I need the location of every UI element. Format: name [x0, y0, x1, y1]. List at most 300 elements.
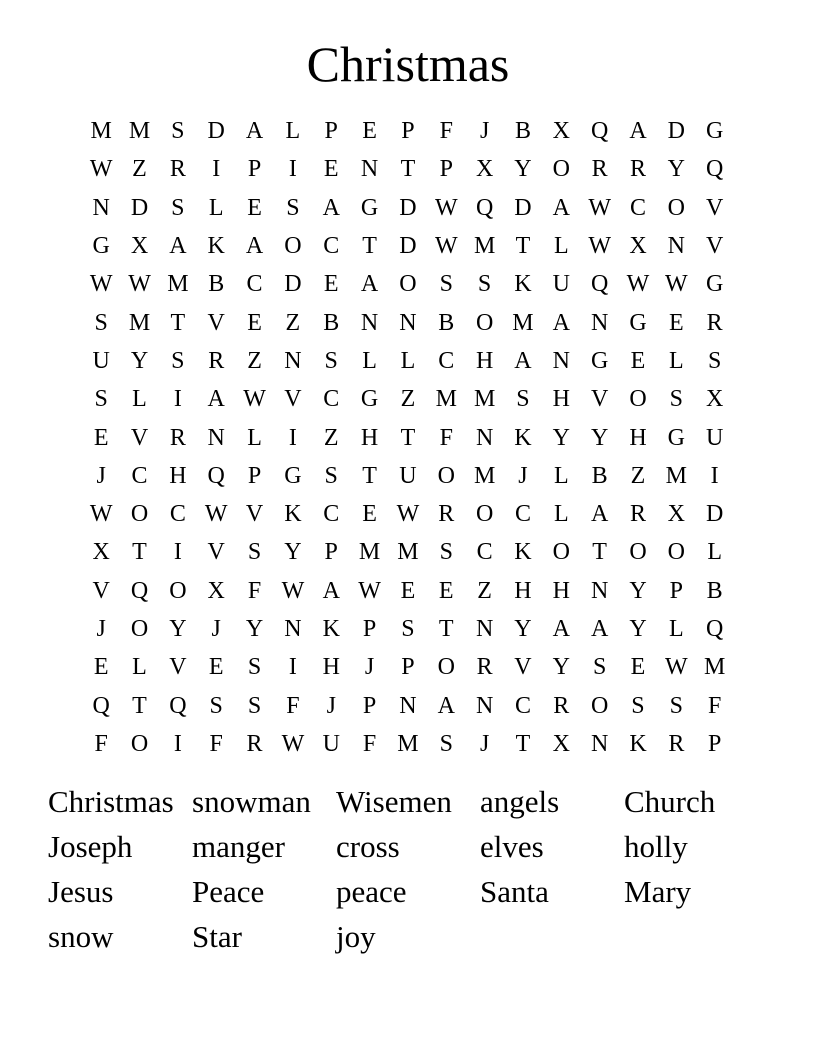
grid-letter: F: [362, 730, 377, 757]
grid-letter: A: [590, 616, 609, 642]
grid-letter: A: [360, 271, 379, 298]
grid-letter: G: [284, 462, 302, 489]
grid-letter: L: [553, 462, 569, 489]
grid-letter: C: [476, 539, 493, 566]
grid-letter: W: [89, 271, 113, 298]
grid-letter: S: [94, 309, 108, 336]
grid-letter: G: [629, 309, 647, 336]
grid-letter: S: [324, 462, 338, 489]
grid-letter: J: [96, 462, 106, 489]
grid-letter: S: [669, 692, 683, 719]
grid-letter: D: [706, 501, 724, 528]
grid-letter: C: [323, 386, 340, 413]
grid-letter: I: [288, 156, 297, 183]
grid-letter: V: [130, 424, 149, 451]
grid-letter: S: [439, 271, 453, 298]
grid-letter: A: [552, 616, 570, 642]
grid-letter: G: [360, 386, 379, 413]
grid-row: [82, 686, 734, 724]
grid-letter: Q: [706, 616, 724, 642]
grid-letter: S: [94, 386, 108, 413]
grid-letter: O: [130, 730, 149, 757]
grid-letter: V: [92, 577, 110, 604]
grid-letter: G: [360, 194, 379, 221]
grid-letter: F: [286, 692, 300, 719]
grid-letter: N: [475, 616, 494, 642]
grid-letter: T: [438, 616, 454, 642]
grid-letter: M: [358, 539, 381, 566]
grid-letter: R: [246, 730, 263, 757]
grid-letter: P: [247, 156, 262, 183]
grid-letter: O: [590, 692, 609, 719]
grid-letter: X: [207, 577, 225, 604]
grid-letter: Q: [130, 577, 149, 604]
grid-row: [82, 189, 734, 227]
grid-row: [82, 533, 734, 571]
grid-letter: N: [590, 730, 609, 757]
grid-letter: N: [552, 347, 570, 374]
grid-letter: P: [707, 730, 722, 757]
grid-letter: R: [668, 730, 685, 757]
grid-letter: T: [132, 692, 147, 719]
grid-letter: H: [475, 347, 494, 374]
grid-letter: J: [479, 118, 490, 145]
grid-letter: Q: [590, 118, 609, 145]
word-list-item: Christmas: [48, 784, 174, 819]
grid-letter: Y: [245, 616, 264, 642]
grid-letter: U: [706, 424, 724, 451]
grid-row: [82, 648, 734, 686]
grid-letter: V: [706, 233, 724, 260]
grid-letter: Z: [132, 156, 147, 183]
grid-letter: V: [514, 654, 532, 681]
grid-letter: S: [247, 654, 262, 681]
grid-letter: Q: [169, 692, 187, 719]
grid-letter: Y: [169, 616, 187, 642]
grid-letter: I: [288, 424, 297, 451]
grid-letter: L: [553, 501, 569, 528]
grid-letter: S: [171, 347, 185, 374]
grid-letter: J: [479, 730, 490, 757]
grid-letter: X: [475, 156, 494, 183]
grid-letter: X: [706, 386, 724, 413]
word-list-item: snowman: [192, 784, 311, 819]
grid-letter: D: [130, 194, 149, 221]
grid-letter: W: [588, 194, 611, 221]
page-title: Christmas: [306, 36, 510, 92]
grid-letter: N: [399, 692, 417, 719]
grid-letter: M: [665, 462, 687, 489]
grid-letter: O: [629, 386, 647, 413]
grid-letter: N: [284, 347, 302, 374]
grid-letter: C: [438, 347, 455, 374]
grid-letter: J: [326, 692, 336, 719]
grid-letter: P: [669, 577, 683, 604]
grid-letter: N: [92, 194, 110, 221]
grid-letter: A: [322, 577, 340, 604]
grid-letter: R: [208, 347, 225, 374]
grid-letter: U: [399, 462, 417, 489]
word-list-item: Peace: [192, 874, 265, 909]
grid-letter: Q: [706, 156, 724, 183]
grid-letter: W: [128, 271, 151, 298]
grid-letter: W: [204, 501, 228, 528]
grid-letter: L: [132, 654, 147, 681]
grid-letter: T: [515, 233, 531, 260]
grid-letter: O: [130, 616, 149, 642]
grid-letter: O: [667, 194, 685, 221]
grid-letter: J: [364, 654, 375, 681]
grid-letter: N: [590, 577, 609, 604]
grid-letter: V: [207, 539, 225, 566]
grid-letter: E: [362, 501, 377, 528]
word-list-item: Santa: [480, 874, 549, 909]
grid-letter: M: [128, 118, 151, 145]
grid-letter: U: [322, 730, 340, 757]
grid-letter: G: [706, 271, 724, 298]
grid-row: [82, 610, 734, 648]
grid-letter: O: [667, 539, 685, 566]
grid-letter: Z: [400, 386, 416, 413]
grid-letter: P: [247, 462, 262, 489]
grid-letter: L: [247, 424, 262, 451]
grid-letter: C: [169, 501, 186, 528]
grid-letter: L: [400, 347, 416, 374]
grid-letter: M: [473, 386, 496, 413]
grid-letter: R: [169, 156, 186, 183]
grid-letter: P: [324, 539, 338, 566]
grid-letter: O: [552, 539, 570, 566]
grid-letter: F: [707, 692, 722, 719]
grid-letter: T: [362, 233, 377, 260]
grid-letter: X: [552, 730, 570, 757]
grid-letter: M: [128, 309, 151, 336]
grid-letter: L: [285, 118, 301, 145]
word-list-item: peace: [336, 874, 407, 909]
grid-letter: Y: [629, 616, 647, 642]
grid-letter: A: [629, 118, 647, 145]
grid-letter: U: [552, 271, 570, 298]
grid-letter: A: [245, 233, 264, 260]
grid-letter: E: [438, 577, 454, 604]
grid-letter: Q: [92, 692, 110, 719]
grid-letter: S: [401, 616, 415, 642]
grid-letter: O: [629, 539, 647, 566]
grid-letter: D: [399, 194, 417, 221]
grid-letter: X: [552, 118, 570, 145]
grid-letter: H: [169, 462, 187, 489]
grid-letter: X: [130, 233, 149, 260]
grid-letter: G: [706, 118, 724, 145]
grid-letter: K: [284, 501, 302, 528]
word-list-item: manger: [192, 829, 285, 864]
grid-letter: Y: [667, 156, 685, 183]
grid-letter: E: [323, 156, 339, 183]
grid-letter: M: [704, 654, 726, 681]
grid-letter: K: [514, 271, 532, 298]
grid-letter: S: [477, 271, 492, 298]
grid-letter: O: [437, 654, 455, 681]
grid-letter: I: [288, 654, 297, 681]
grid-letter: O: [552, 156, 570, 183]
grid-letter: N: [475, 424, 494, 451]
grid-letter: O: [169, 577, 187, 604]
word-list-item: Mary: [624, 874, 692, 909]
grid-letter: W: [434, 194, 458, 221]
grid-letter: B: [208, 271, 225, 298]
word-list-item: elves: [480, 829, 544, 864]
grid-letter: P: [362, 616, 377, 642]
grid-letter: M: [397, 539, 419, 566]
grid-row: [82, 495, 734, 533]
grid-letter: S: [247, 539, 262, 566]
grid-letter: E: [400, 577, 416, 604]
grid-letter: E: [630, 654, 646, 681]
grid-letter: P: [362, 692, 377, 719]
grid-letter: W: [588, 233, 611, 260]
grid-letter: S: [286, 194, 300, 221]
grid-letter: V: [169, 654, 187, 681]
grid-letter: R: [706, 309, 723, 336]
grid-letter: F: [439, 118, 453, 145]
grid-letter: T: [400, 156, 416, 183]
grid-letter: R: [629, 156, 646, 183]
grid-letter: K: [629, 730, 647, 757]
grid-row: [82, 150, 734, 188]
grid-letter: F: [247, 577, 262, 604]
grid-letter: Y: [629, 577, 647, 604]
grid-letter: G: [92, 233, 110, 260]
grid-letter: S: [631, 692, 645, 719]
grid-letter: V: [284, 386, 302, 413]
grid-letter: H: [552, 577, 570, 604]
grid-letter: V: [590, 386, 609, 413]
grid-letter: Z: [247, 347, 262, 374]
grid-letter: M: [473, 233, 496, 260]
grid-letter: N: [667, 233, 685, 260]
grid-letter: R: [476, 654, 493, 681]
grid-letter: I: [173, 730, 182, 757]
grid-letter: E: [93, 424, 109, 451]
grid-letter: H: [629, 424, 647, 451]
grid-letter: B: [514, 118, 531, 145]
grid-letter: N: [399, 309, 417, 336]
grid-letter: Y: [130, 347, 149, 374]
grid-letter: Z: [285, 309, 301, 336]
grid-letter: R: [169, 424, 186, 451]
grid-letter: X: [92, 539, 110, 566]
grid-letter: R: [591, 156, 608, 183]
grid-letter: F: [209, 730, 223, 757]
grid-letter: W: [665, 654, 688, 681]
grid-letter: T: [362, 462, 377, 489]
grid-letter: H: [552, 386, 570, 413]
grid-letter: L: [132, 386, 147, 413]
grid-letter: A: [552, 194, 570, 221]
grid-letter: P: [324, 118, 338, 145]
grid-letter: V: [207, 309, 225, 336]
grid-letter: S: [439, 730, 453, 757]
grid-letter: M: [90, 118, 112, 145]
grid-letter: A: [552, 309, 570, 336]
grid-letter: A: [322, 194, 340, 221]
grid-letter: C: [629, 194, 646, 221]
grid-letter: S: [171, 118, 185, 145]
grid-letter: N: [284, 616, 302, 642]
grid-letter: S: [439, 539, 453, 566]
grid-letter: Z: [477, 577, 492, 604]
grid-row: [82, 303, 734, 341]
grid-letter: W: [281, 730, 305, 757]
grid-letter: A: [169, 233, 187, 260]
grid-letter: S: [516, 386, 530, 413]
grid-letter: P: [401, 654, 415, 681]
grid-letter: B: [591, 462, 608, 489]
grid-letter: A: [514, 347, 532, 374]
grid-letter: S: [209, 692, 223, 719]
grid-letter: S: [707, 347, 722, 374]
word-list-item: Church: [624, 784, 716, 819]
grid-letter: W: [434, 233, 458, 260]
grid-letter: K: [514, 539, 532, 566]
grid-letter: O: [399, 271, 417, 298]
word-list-item: Wisemen: [336, 784, 452, 819]
grid-letter: C: [514, 501, 531, 528]
grid-letter: L: [362, 347, 377, 374]
grid-letter: M: [512, 309, 534, 336]
grid-letter: H: [514, 577, 532, 604]
word-list-item: angels: [480, 784, 560, 819]
grid-letter: V: [245, 501, 264, 528]
grid-letter: D: [207, 118, 225, 145]
word-list-item: cross: [336, 829, 400, 864]
word-list-item: joy: [336, 919, 376, 954]
grid-letter: A: [207, 386, 225, 413]
grid-letter: C: [514, 692, 531, 719]
grid-letter: O: [475, 501, 494, 528]
grid-letter: W: [243, 386, 266, 413]
grid-letter: B: [706, 577, 723, 604]
grid-letter: E: [362, 118, 377, 145]
grid-letter: Y: [552, 424, 570, 451]
grid-letter: M: [473, 462, 496, 489]
grid-letter: A: [245, 118, 264, 145]
grid-letter: W: [89, 156, 113, 183]
grid-letter: R: [553, 692, 570, 719]
grid-letter: N: [590, 309, 609, 336]
grid-letter: M: [435, 386, 457, 413]
grid-letter: A: [437, 692, 455, 719]
grid-row: [82, 418, 734, 456]
grid-letter: S: [247, 692, 262, 719]
grid-letter: E: [630, 347, 646, 374]
grid-letter: E: [323, 271, 339, 298]
grid-letter: L: [668, 616, 684, 642]
grid-letter: R: [629, 501, 646, 528]
word-list-item: Star: [192, 919, 242, 954]
grid-letter: B: [438, 309, 455, 336]
grid-letter: T: [400, 424, 416, 451]
grid-letter: I: [710, 462, 719, 489]
grid-letter: H: [360, 424, 379, 451]
grid-letter: F: [439, 424, 453, 451]
grid-letter: K: [322, 616, 340, 642]
grid-letter: S: [669, 386, 683, 413]
grid-letter: E: [247, 194, 262, 221]
grid-letter: W: [281, 577, 305, 604]
grid-letter: D: [514, 194, 532, 221]
grid-letter: Y: [552, 654, 570, 681]
grid-letter: O: [130, 501, 149, 528]
grid-letter: E: [668, 309, 684, 336]
grid-letter: M: [397, 730, 419, 757]
grid-letter: T: [515, 730, 531, 757]
grid-letter: C: [246, 271, 263, 298]
grid-letter: Y: [514, 156, 532, 183]
grid-letter: D: [284, 271, 302, 298]
grid-letter: L: [208, 194, 224, 221]
grid-letter: P: [439, 156, 453, 183]
grid-row: [82, 572, 734, 610]
grid-letter: U: [92, 347, 110, 374]
grid-letter: S: [171, 194, 185, 221]
grid-letter: T: [170, 309, 186, 336]
grid-letter: C: [323, 233, 340, 260]
word-list-item: snow: [48, 919, 114, 954]
grid-letter: X: [629, 233, 647, 260]
grid-letter: C: [131, 462, 148, 489]
grid-row: [82, 342, 734, 380]
grid-letter: E: [208, 654, 224, 681]
grid-letter: B: [323, 309, 340, 336]
grid-letter: P: [401, 118, 415, 145]
grid-letter: G: [590, 347, 609, 374]
grid-row: [82, 725, 734, 763]
grid-letter: Y: [590, 424, 609, 451]
grid-letter: A: [590, 501, 609, 528]
grid-letter: O: [475, 309, 494, 336]
grid-letter: O: [284, 233, 302, 260]
word-list: [48, 779, 768, 959]
grid-letter: I: [173, 539, 182, 566]
grid-letter: D: [667, 118, 685, 145]
grid-row: [82, 112, 734, 150]
grid-row: [82, 227, 734, 265]
grid-letter: Q: [475, 194, 494, 221]
grid-letter: W: [358, 577, 381, 604]
grid-letter: X: [667, 501, 685, 528]
grid-row: [82, 457, 734, 495]
grid-row: [82, 380, 734, 418]
grid-letter: K: [207, 233, 225, 260]
grid-letter: T: [132, 539, 147, 566]
letter-grid: [82, 112, 734, 763]
grid-letter: N: [360, 309, 379, 336]
grid-letter: E: [93, 654, 109, 681]
grid-letter: L: [707, 539, 722, 566]
grid-letter: I: [173, 386, 182, 413]
grid-letter: Q: [590, 271, 609, 298]
grid-row: [82, 265, 734, 303]
grid-letter: J: [518, 462, 528, 489]
word-list-item: Jesus: [48, 874, 114, 909]
grid-letter: Q: [207, 462, 225, 489]
grid-letter: F: [94, 730, 108, 757]
grid-letter: N: [207, 424, 225, 451]
grid-letter: Y: [284, 539, 302, 566]
grid-letter: S: [324, 347, 338, 374]
grid-letter: W: [626, 271, 650, 298]
